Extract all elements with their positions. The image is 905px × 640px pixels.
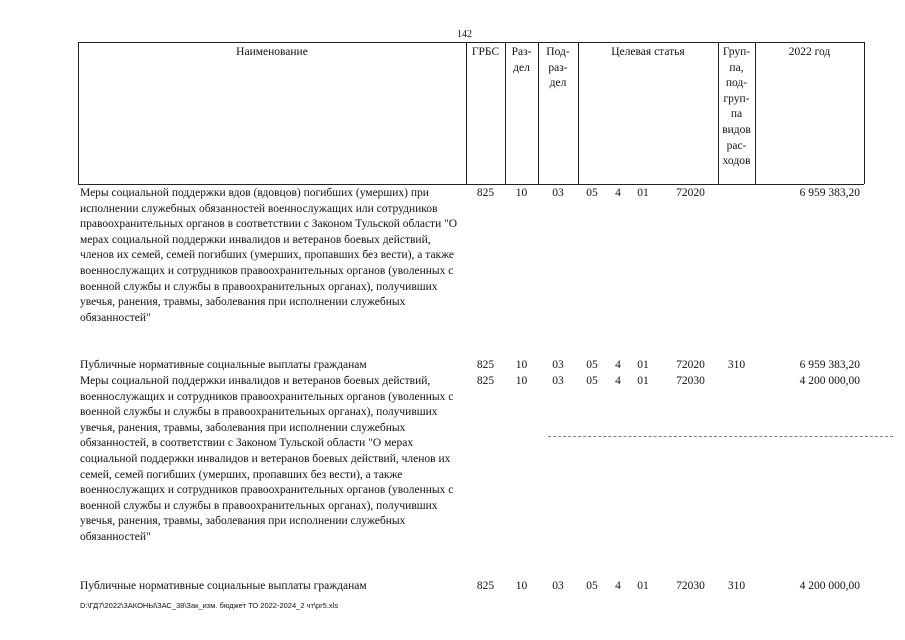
row-razdel: 10 [515,375,528,387]
row-name: Меры социальной поддержки инвалидов и ветеранов боевых действий, военнослужащих и сотрудников правоохранительных органов (уволенных с военной службы и службы в правоохранительных органах), получивших увечья, ранения, травмы, заболевания при исполнении служебных обязанностей, в соответствии с Законом Тульской области "О мерах социальной поддержки инвалидов и ветеранов боевых действий, членов их семей, семей погибших (умерших, пропавших без вести), а также военнослужащих и сотрудников правоохранительных органов (уволенных с военной службы и службы в правоохранительных органах), получивших увечья, ранения, травмы, заболевания при исполнении служебных обязанностей" [80,375,454,543]
row-podrazdel: 03 [552,187,564,199]
row-target-code: 72020 [676,359,705,371]
row-podrazdel: 03 [552,580,564,592]
header-year: 2022 год [788,46,831,58]
row-amount: 6 959 383,20 [799,187,860,199]
header-target-article: Целевая статья [611,46,685,58]
row-podrazdel: 03 [552,375,564,387]
header-top-rule [78,42,864,43]
row-target-code: 72030 [676,580,705,592]
row-razdel: 10 [515,187,528,199]
scan-artifact-line [548,436,893,437]
row-amount: 4 200 000,00 [799,375,860,387]
row-target-program: 05 [586,375,598,387]
row-name: Публичные нормативные социальные выплаты гражданам [80,359,367,371]
row-podrazdel: 03 [552,359,564,371]
column-divider [755,42,756,184]
row-name: Публичные нормативные социальные выплаты гражданам [80,580,367,592]
row-target-item: 01 [637,187,649,199]
row-target-program: 05 [586,187,598,199]
row-razdel: 10 [515,580,528,592]
row-grbs: 825 [476,375,495,387]
row-target-type: 4 [615,375,621,387]
row-grbs: 825 [476,187,495,199]
row-target-code: 72020 [676,187,705,199]
file-path-footer: D:\ГД7\2022\ЗАКОНЫ\ЗАС_38\Зак_изм. бюджет ТО 2022-2024_2 чт\pr5.xls [80,601,339,610]
header-name: Наименование [236,46,308,58]
row-expense-group: 310 [727,580,746,592]
header-razdel: Раз- дел [511,46,532,74]
row-expense-group: 310 [727,359,746,371]
header-grbs: ГРБС [471,46,500,58]
row-target-program: 05 [586,580,598,592]
row-target-item: 01 [637,580,649,592]
header-bottom-rule [78,184,864,185]
row-amount: 6 959 383,20 [799,359,860,371]
row-target-type: 4 [615,580,621,592]
row-grbs: 825 [476,359,495,371]
row-target-item: 01 [637,375,649,387]
row-amount: 4 200 000,00 [799,580,860,592]
column-divider [78,42,79,184]
row-name: Меры социальной поддержки вдов (вдовцов) погибших (умерших) при исполнении служебных обязанностей военнослужащих или сотрудников правоохранительных органов в соответствии с Законом Тульской области "О мерах социальной поддержки инвалидов и ветеранов боевых действий, членов их семей, семей погибших (умерших, пропавших без вести), а также военнослужащих и сотрудников правоохранительных органов (уволенных с военной службы и службы в правоохранительных органах), получивших увечья, ранения, травмы, заболевания при исполнении служебных обязанностей" [80,187,458,324]
row-target-program: 05 [586,359,598,371]
row-grbs: 825 [476,580,495,592]
column-divider [466,42,467,184]
header-podrazdel: Под- раз- дел [546,46,570,90]
row-razdel: 10 [515,359,528,371]
page-number: 142 [457,29,472,40]
column-divider [864,42,865,184]
row-target-type: 4 [615,187,621,199]
row-target-code: 72030 [676,375,705,387]
row-target-type: 4 [615,359,621,371]
header-expense-group: Груп- па, под- груп- па видов рас- ходов [722,46,751,168]
row-target-item: 01 [637,359,649,371]
column-divider [578,42,579,184]
